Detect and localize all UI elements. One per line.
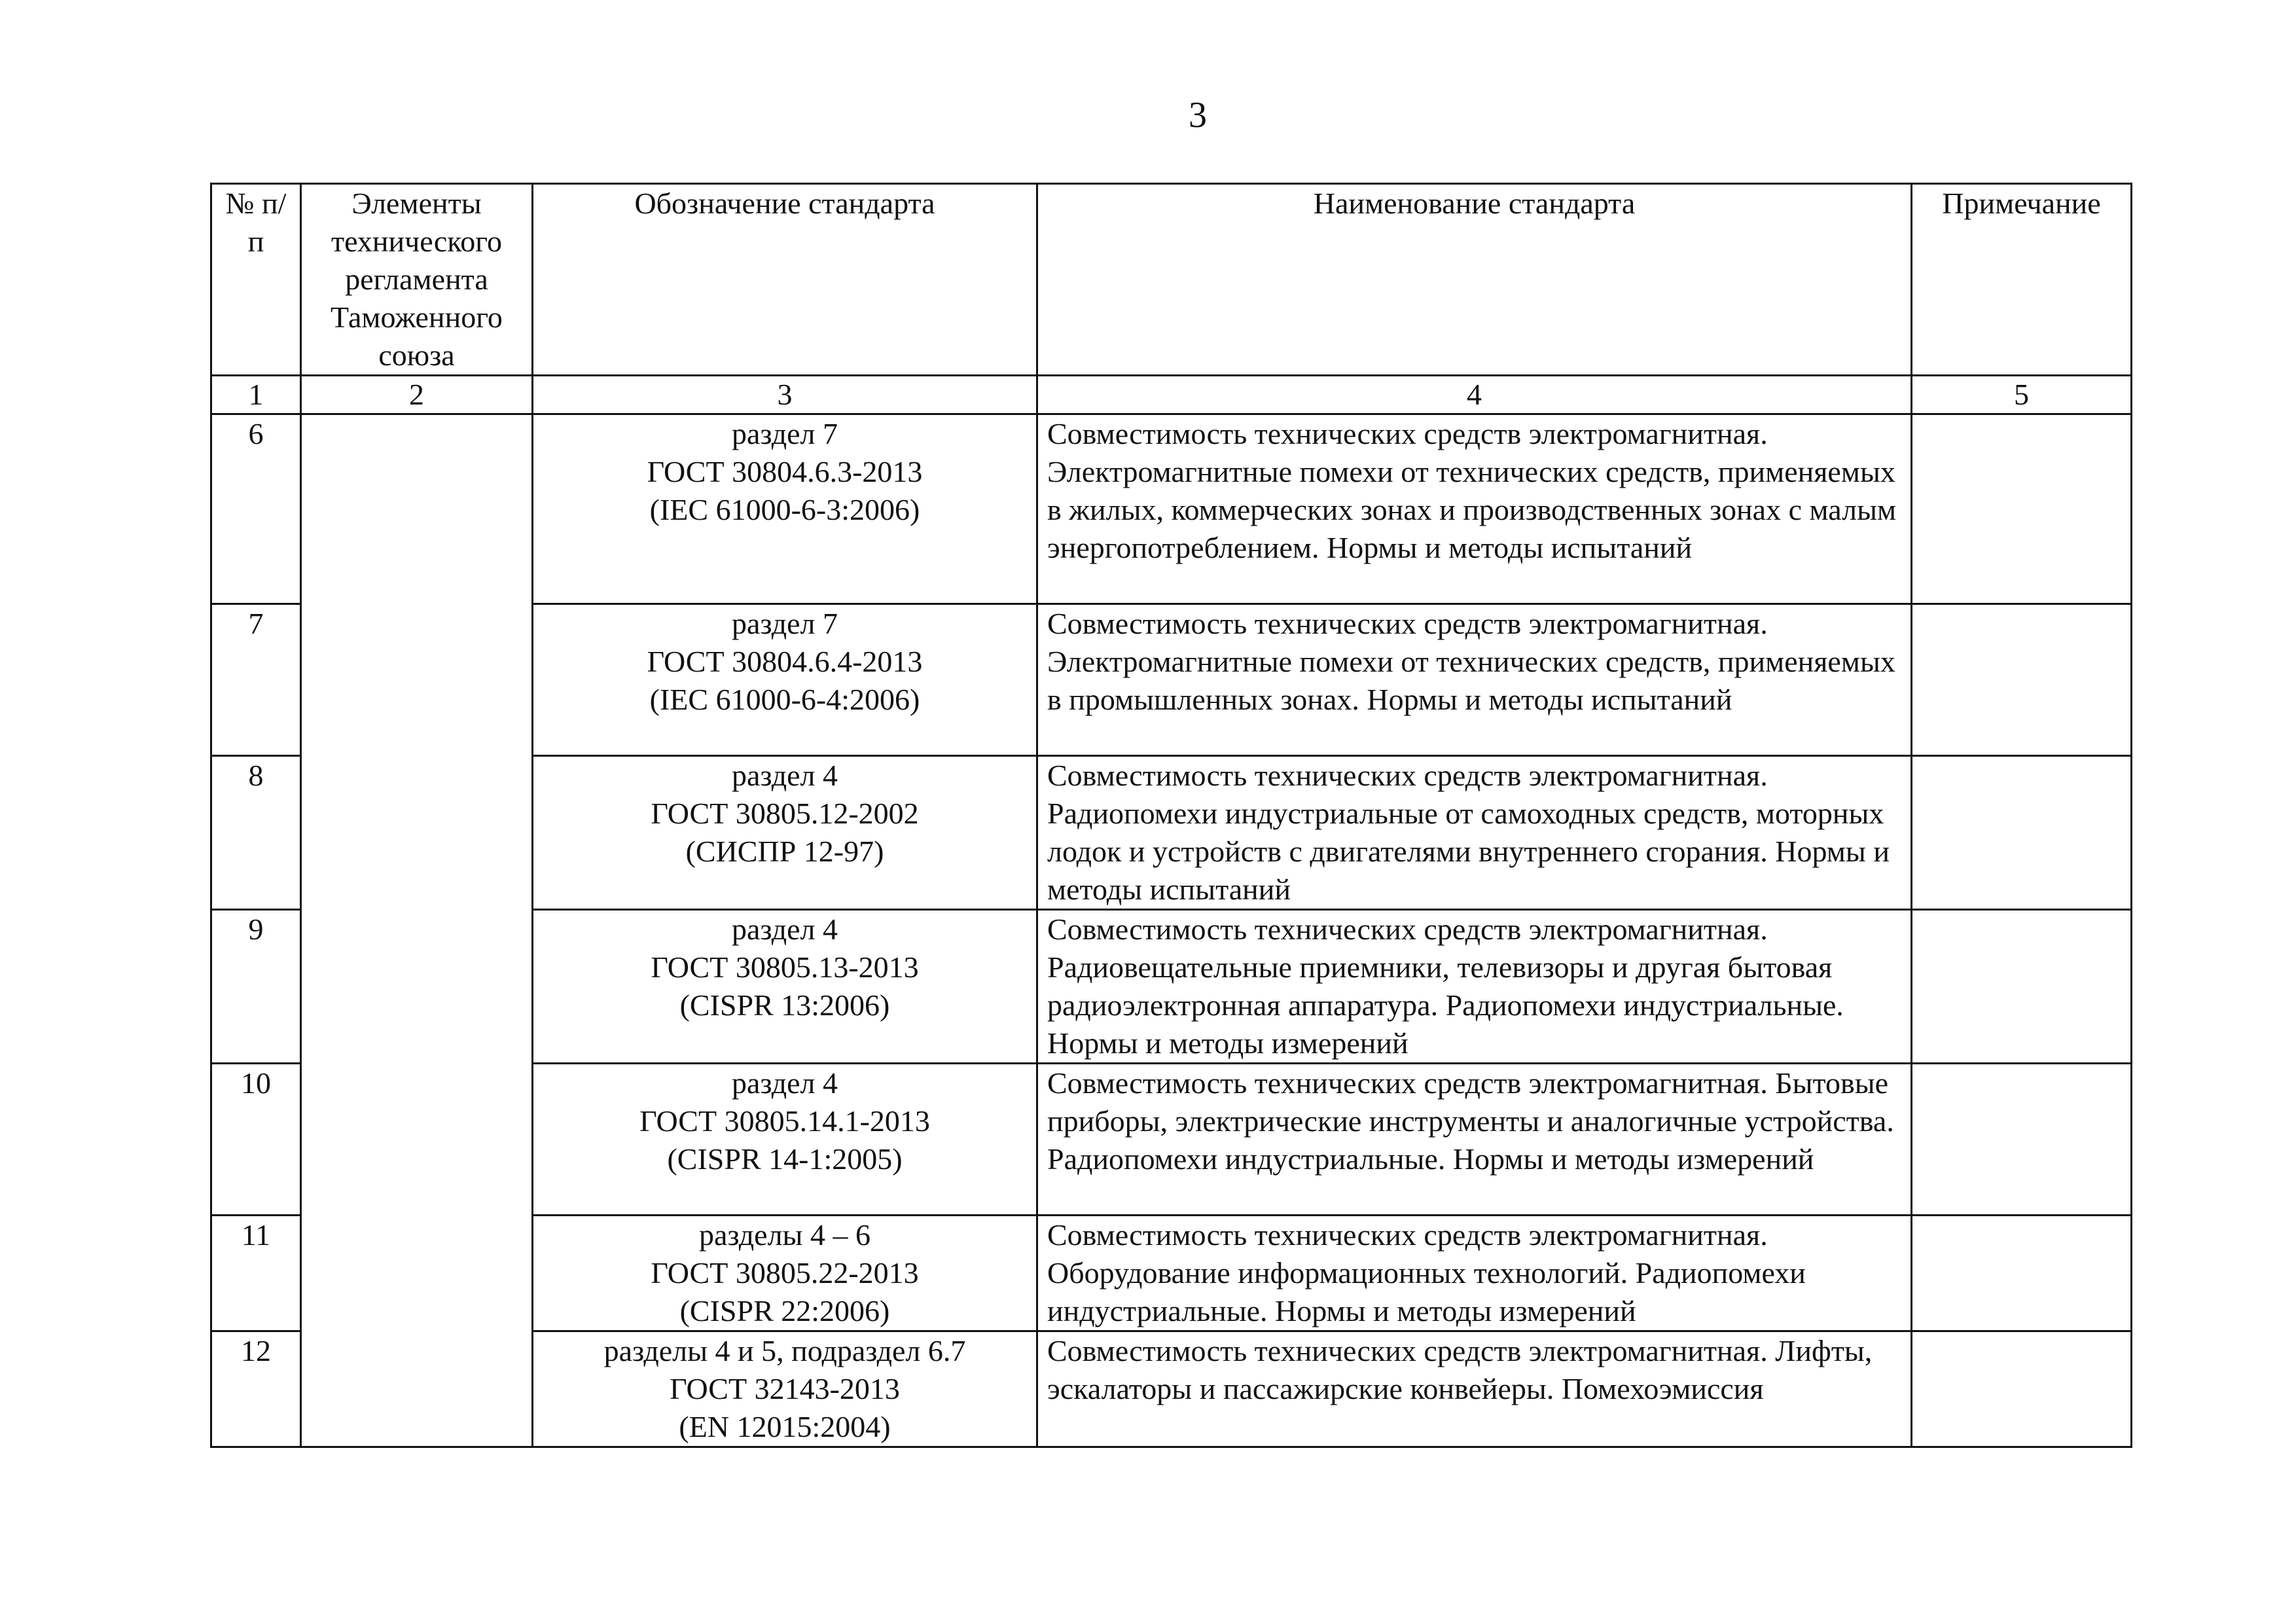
header-element: Элементы технического регламента Таможенного союза bbox=[301, 184, 533, 376]
header-num: № п/п bbox=[211, 184, 301, 376]
standard-name: Совместимость технических средств электромагнитная. Радиопомехи индустриальные от самоходных средств, моторных лодок и устройств с двигателями внутреннего сгорания. Нормы и методы испытаний bbox=[1037, 756, 1912, 910]
standard-designation: раздел 7 ГОСТ 30804.6.4-2013 (IEC 61000-6-4:2006) bbox=[533, 604, 1037, 756]
table-header-row bbox=[211, 184, 2132, 376]
column-number: 5 bbox=[1912, 376, 2132, 414]
header-name: Наименование стандарта bbox=[1037, 184, 1912, 376]
note-cell bbox=[1912, 1216, 2132, 1331]
note-cell bbox=[1912, 910, 2132, 1064]
row-number: 12 bbox=[211, 1331, 301, 1447]
page-number: 3 bbox=[1189, 95, 1207, 135]
row-number: 9 bbox=[211, 910, 301, 1064]
standard-designation: разделы 4 и 5, подраздел 6.7 ГОСТ 32143-2013 (EN 12015:2004) bbox=[533, 1331, 1037, 1447]
column-number: 3 bbox=[533, 376, 1037, 414]
standard-designation: раздел 4 ГОСТ 30805.13-2013 (CISPR 13:2006) bbox=[533, 910, 1037, 1064]
standard-designation: раздел 4 ГОСТ 30805.14.1-2013 (CISPR 14-1:2005) bbox=[533, 1064, 1037, 1216]
row-number: 6 bbox=[211, 414, 301, 604]
note-cell bbox=[1912, 756, 2132, 910]
note-cell bbox=[1912, 1064, 2132, 1216]
table-row bbox=[211, 414, 2132, 604]
standards-table bbox=[210, 183, 2132, 1448]
standard-designation: раздел 7 ГОСТ 30804.6.3-2013 (IEC 61000-6-3:2006) bbox=[533, 414, 1037, 604]
regulation-element-cell bbox=[301, 414, 533, 1447]
column-number: 2 bbox=[301, 376, 533, 414]
note-cell bbox=[1912, 1331, 2132, 1447]
standard-name: Совместимость технических средств электромагнитная. Оборудование информационных технологий. Радиопомехи индустриальные. Нормы и методы измерений bbox=[1037, 1216, 1912, 1331]
note-cell bbox=[1912, 604, 2132, 756]
row-number: 11 bbox=[211, 1216, 301, 1331]
row-number: 10 bbox=[211, 1064, 301, 1216]
header-designation: Обозначение стандарта bbox=[533, 184, 1037, 376]
standard-name: Совместимость технических средств электромагнитная. Электромагнитные помехи от технических средств, применяемых в промышленных зонах. Нормы и методы испытаний bbox=[1037, 604, 1912, 756]
standard-name: Совместимость технических средств электромагнитная. Лифты, эскалаторы и пассажирские конвейеры. Помехоэмиссия bbox=[1037, 1331, 1912, 1447]
row-number: 7 bbox=[211, 604, 301, 756]
standard-designation: разделы 4 – 6 ГОСТ 30805.22-2013 (CISPR 22:2006) bbox=[533, 1216, 1037, 1331]
column-number-row bbox=[211, 376, 2132, 414]
row-number: 8 bbox=[211, 756, 301, 910]
standard-name: Совместимость технических средств электромагнитная. Электромагнитные помехи от технических средств, применяемых в жилых, коммерческих зонах и производственных зонах с малым энергопотреблением. Нормы и методы испытаний bbox=[1037, 414, 1912, 604]
standard-name: Совместимость технических средств электромагнитная. Бытовые приборы, электрические инструменты и аналогичные устройства. Радиопомехи индустриальные. Нормы и методы измерений bbox=[1037, 1064, 1912, 1216]
standard-designation: раздел 4 ГОСТ 30805.12-2002 (СИСПР 12-97) bbox=[533, 756, 1037, 910]
standard-name: Совместимость технических средств электромагнитная. Радиовещательные приемники, телевизоры и другая бытовая радиоэлектронная аппаратура. Радиопомехи индустриальные. Нормы и методы измерений bbox=[1037, 910, 1912, 1064]
header-note: Примечание bbox=[1912, 184, 2132, 376]
column-number: 1 bbox=[211, 376, 301, 414]
note-cell bbox=[1912, 414, 2132, 604]
column-number: 4 bbox=[1037, 376, 1912, 414]
